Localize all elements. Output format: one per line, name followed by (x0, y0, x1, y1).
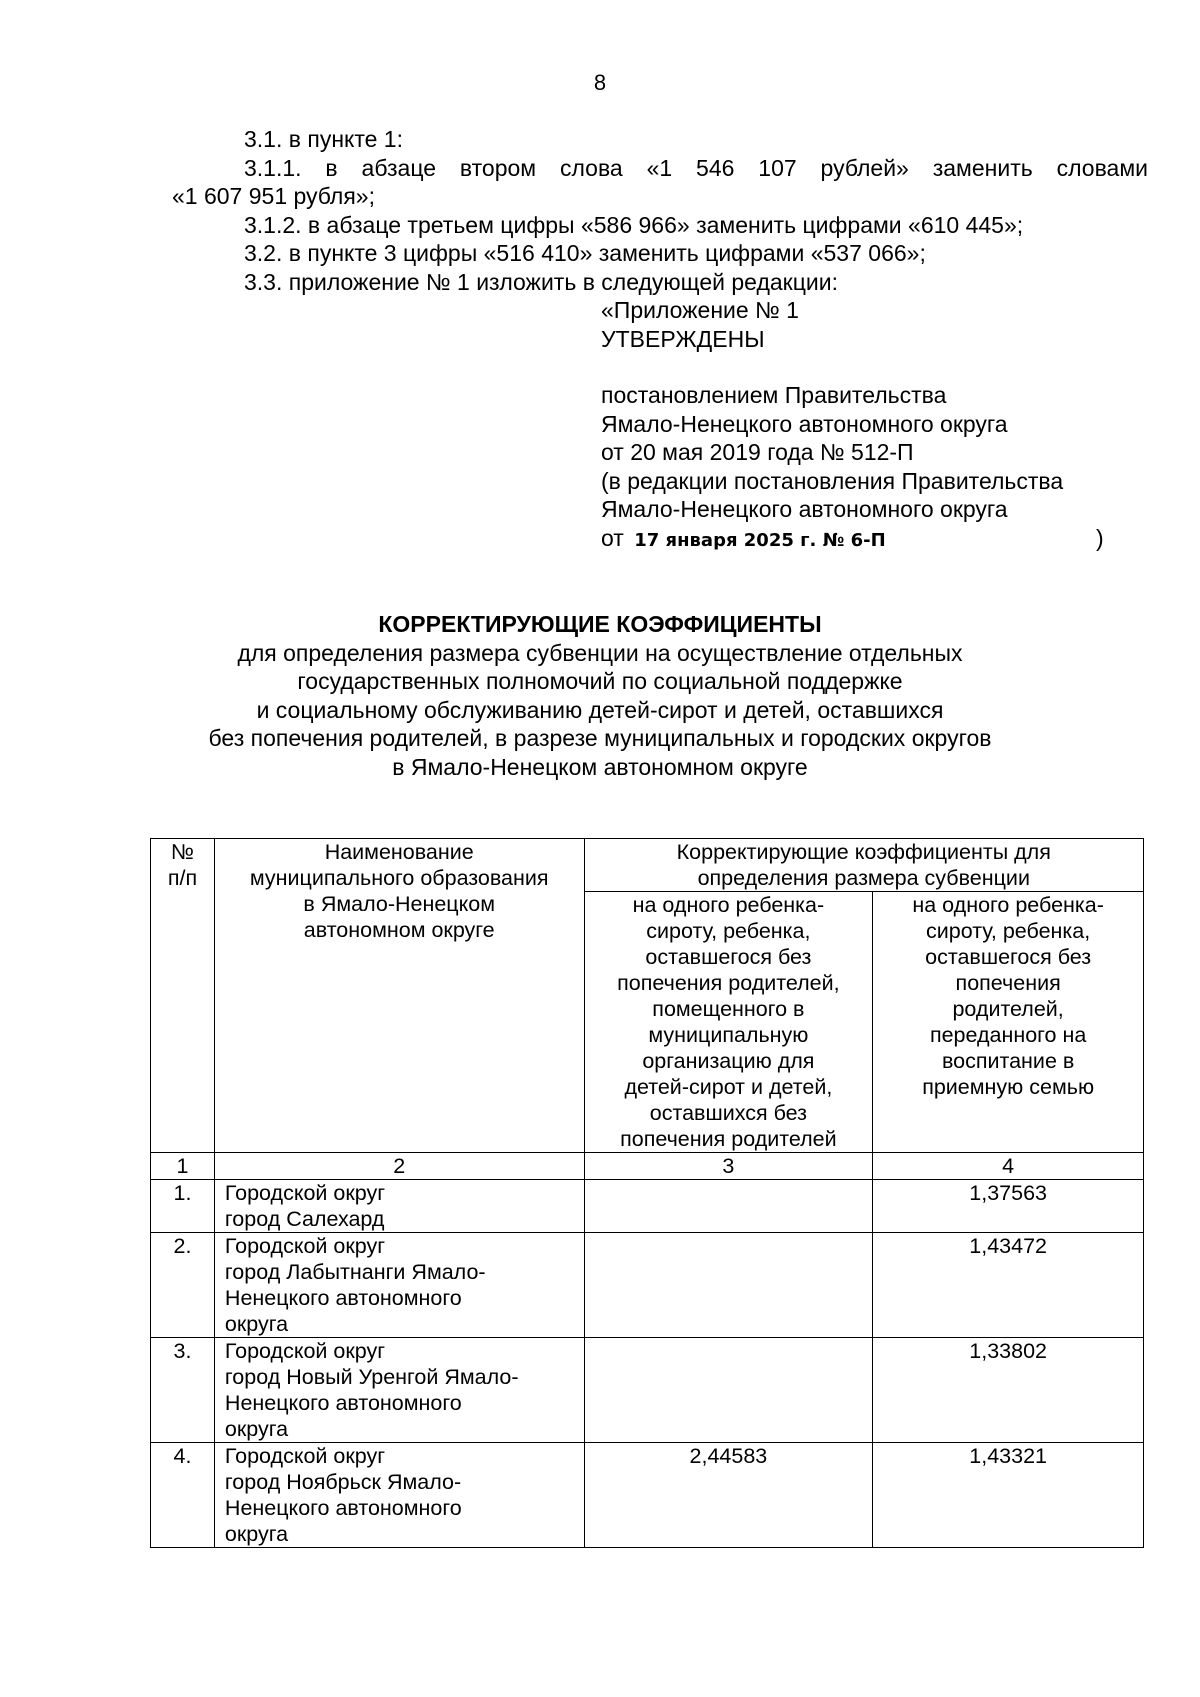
amendment-text (172, 125, 1148, 296)
coefficient-foster-family: 1,33802 (873, 1338, 1144, 1443)
approval-date-line (601, 524, 1161, 556)
title-line: для определения размера субвенции на осуществление отдельных (237, 639, 963, 666)
header-text-line: муниципальную (648, 1023, 809, 1047)
municipality-name-line: город Ноябрьск Ямало- (224, 1470, 462, 1494)
municipality-name-line: Ненецкого автономного (224, 1496, 462, 1520)
header-text-line: попечения родителей, (617, 971, 840, 995)
header-text-line: переданного на (929, 1023, 1087, 1047)
paragraph-3-2: 3.2. в пункте 3 цифры «516 410» заменить цифрами «537 066»; (244, 240, 926, 266)
title-line: без попечения родителей, в разрезе муниципальных и городских округов (208, 725, 992, 751)
municipality-name-line: округа (224, 1312, 289, 1336)
header-text-line: родителей, (952, 997, 1064, 1021)
municipality-name-line: Ненецкого автономного (224, 1391, 462, 1415)
municipality-name-line: Городской округ (224, 1181, 386, 1205)
municipality-name-line: Городской округ (224, 1339, 386, 1363)
date-prefix: от (601, 524, 624, 551)
municipality-name (214, 1233, 584, 1338)
table-body (151, 1180, 1144, 1548)
approval-line: от 20 мая 2019 года № 512-П (601, 439, 914, 465)
header-text-line: сироту, ребенка, (646, 919, 811, 943)
coefficient-institution (584, 1338, 873, 1443)
municipality-name (214, 1443, 584, 1548)
coefficient-institution (584, 1180, 873, 1233)
column-number: 1 (151, 1153, 215, 1180)
municipality-name-line: город Лабытнанги Ямало- (224, 1260, 486, 1284)
title-heading: КОРРЕКТИРУЮЩИЕ КОЭФФИЦИЕНТЫ (378, 611, 822, 637)
table-row (151, 1443, 1144, 1548)
header-institution-column (584, 892, 873, 1153)
paragraph-3-1: 3.1. в пункте 1: (244, 126, 403, 152)
municipality-name-line: Ненецкого автономного (224, 1286, 462, 1310)
paragraph-3-1-2: 3.1.2. в абзаце третьем цифры «586 966» заменить цифрами «610 445»; (244, 211, 1024, 238)
column-number: 4 (873, 1153, 1144, 1180)
header-text-line: оставшегося без (925, 945, 1092, 969)
appendix-label: «Приложение № 1 (601, 297, 799, 323)
approval-block (601, 296, 1161, 555)
row-number: 2. (151, 1233, 215, 1338)
header-foster-family-column (873, 892, 1144, 1153)
municipality-name-line: округа (224, 1522, 289, 1546)
table-row (151, 1180, 1144, 1233)
header-text-line: оставшихся без (649, 1101, 808, 1125)
municipality-name-line: округа (224, 1417, 289, 1441)
header-text-line: организацию для (642, 1049, 815, 1073)
approval-line: Ямало-Ненецкого автономного округа (601, 410, 1008, 437)
title-line: государственных полномочий по социальной поддержке (297, 668, 903, 694)
paragraph-3-1-1: 3.1.1. в абзаце втором слова «1 546 107 рублей» заменить словами (244, 154, 1148, 181)
header-text-line: попечения родителей (620, 1127, 837, 1151)
table-header-row (151, 839, 1144, 892)
municipality-name (214, 1338, 584, 1443)
header-text-line: на одного ребенка- (632, 893, 825, 917)
title-line: и социальному обслуживанию детей-сирот и детей, оставшихся (256, 696, 944, 723)
row-number: 1. (151, 1180, 215, 1233)
table-row (151, 1233, 1144, 1338)
paragraph-3-3: 3.3. приложение № 1 изложить в следующей редакции: (244, 268, 838, 295)
table-row (151, 1338, 1144, 1443)
approval-line: (в редакции постановления Правительства (601, 467, 1064, 494)
page-number: 8 (593, 70, 607, 95)
header-number: № п/п (151, 839, 215, 1153)
document-title (150, 610, 1050, 781)
header-text-line: на одного ребенка- (912, 893, 1104, 917)
coefficient-institution: 2,44583 (584, 1443, 873, 1548)
municipality-name-line: Городской округ (224, 1234, 386, 1258)
header-text-line: попечения (955, 971, 1061, 995)
municipality-name-line: Городской округ (224, 1444, 386, 1468)
header-text-line: воспитание в (941, 1049, 1075, 1073)
row-number: 3. (151, 1338, 215, 1443)
header-text-line: приемную семью (922, 1075, 1095, 1099)
column-numbers-row (151, 1153, 1144, 1180)
coefficient-foster-family: 1,43321 (873, 1443, 1144, 1548)
approved-label: УТВЕРЖДЕНЫ (601, 325, 765, 352)
header-municipality: Наименование муниципального образования в Ямало-Ненецком автономном округе (214, 839, 584, 1153)
closing-parenthesis: ) (1096, 524, 1104, 551)
header-coefficients: Корректирующие коэффициенты для определения размера субвенции (584, 839, 1143, 892)
municipality-name-line: город Салехард (224, 1207, 385, 1231)
title-line: в Ямало-Ненецком автономном округе (392, 753, 808, 780)
approval-line: постановлением Правительства (601, 382, 947, 408)
registration-stamp: 17 января 2025 г. № 6-П (634, 529, 886, 551)
paragraph-3-1-1-cont: «1 607 951 рубля»; (172, 183, 375, 209)
coefficient-institution (584, 1233, 873, 1338)
row-number: 4. (151, 1443, 215, 1548)
column-number: 2 (214, 1153, 584, 1180)
header-text-line: детей-сирот и детей, (624, 1075, 833, 1099)
column-number: 3 (584, 1153, 873, 1180)
approval-line: Ямало-Ненецкого автономного округа (601, 496, 1008, 522)
header-text-line: сироту, ребенка, (926, 919, 1091, 943)
header-text-line: оставшегося без (645, 945, 812, 969)
header-text-line: помещенного в (652, 997, 805, 1021)
municipality-name-line: город Новый Уренгой Ямало- (224, 1365, 519, 1389)
coefficient-foster-family: 1,43472 (873, 1233, 1144, 1338)
municipality-name (214, 1180, 584, 1233)
coefficients-table (150, 838, 1144, 1548)
coefficient-foster-family: 1,37563 (873, 1180, 1144, 1233)
